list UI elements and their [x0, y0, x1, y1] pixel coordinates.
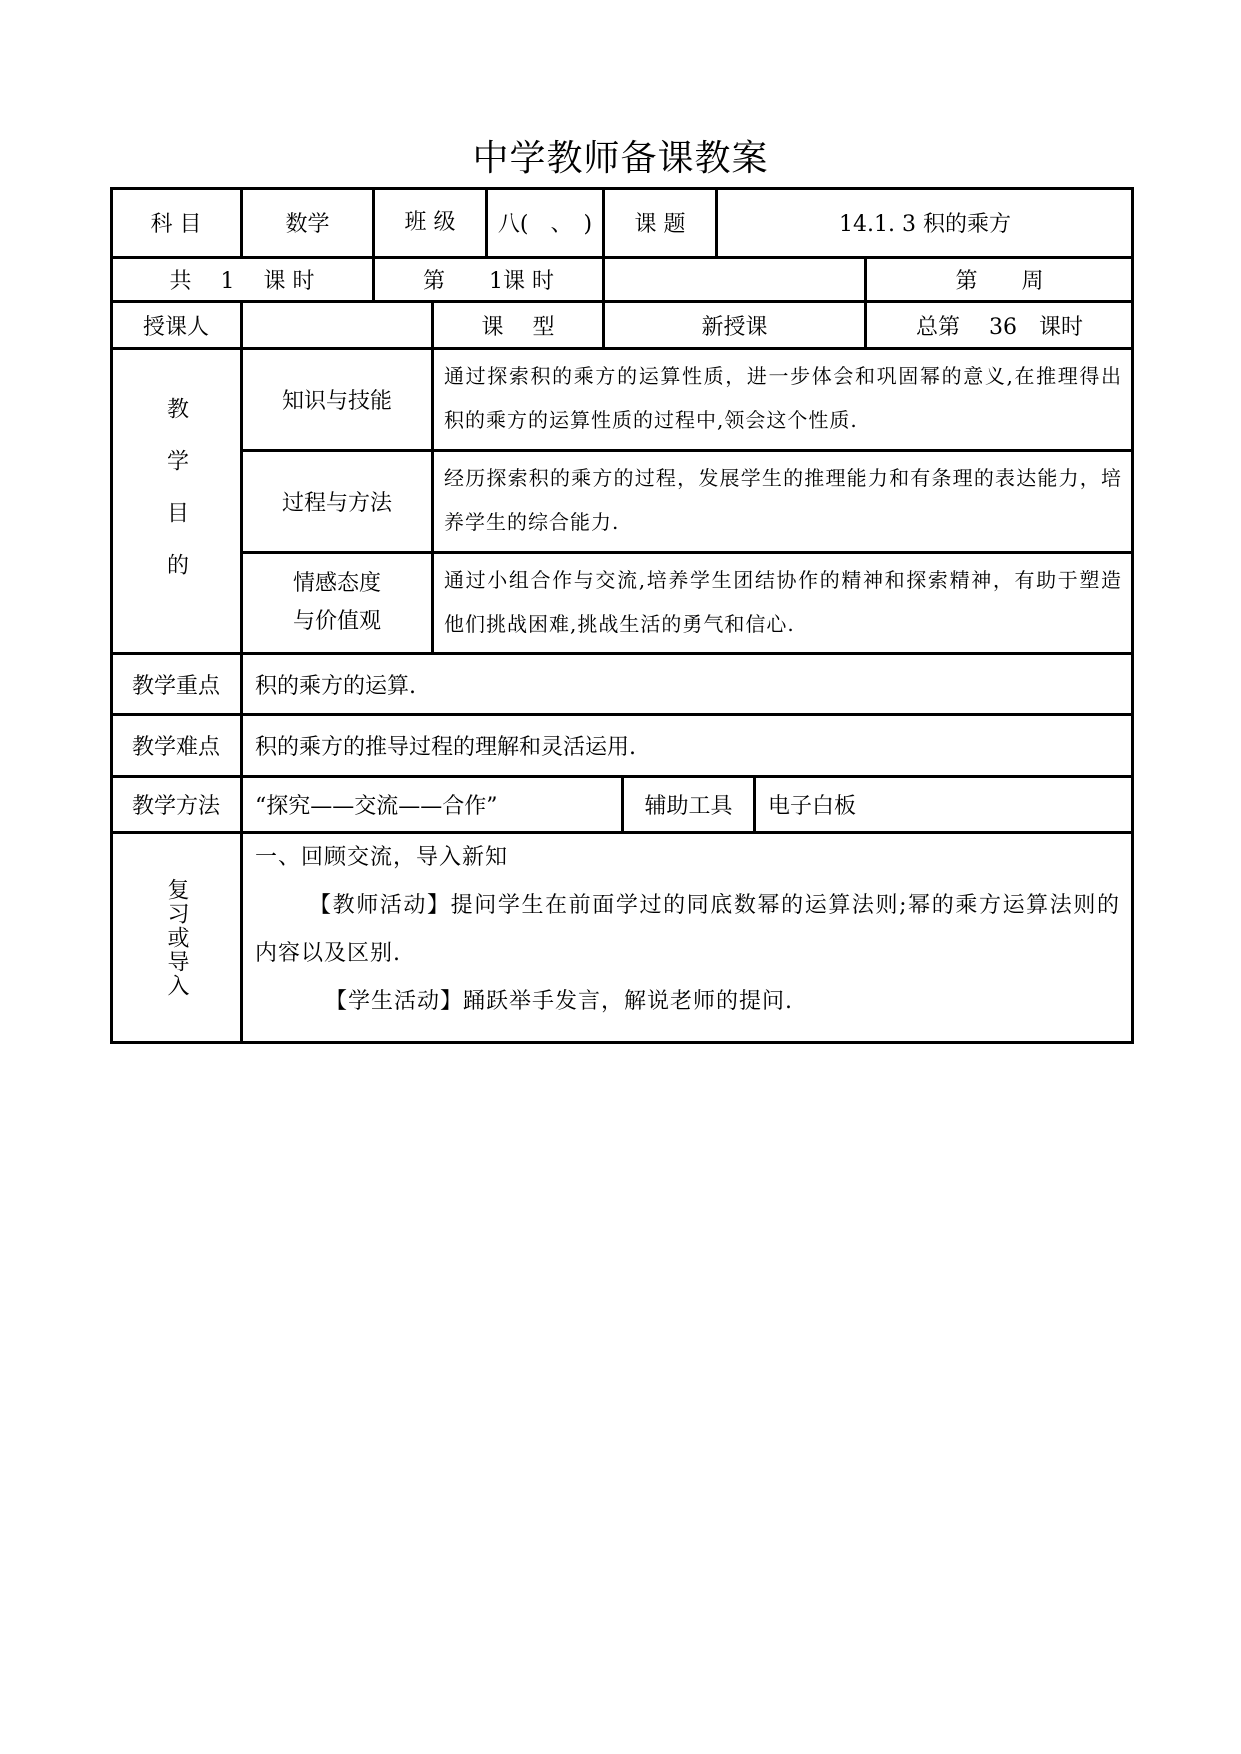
difficulty-text: 积的乘方的推导过程的理解和灵活运用. — [241, 714, 1134, 777]
review-content — [241, 832, 1134, 1044]
review-label: 复习或导入 — [164, 878, 189, 998]
blank-cell — [603, 257, 866, 302]
type-label: 课 型 — [432, 301, 604, 349]
student-activity: 【学生活动】踊跃举手发言，解说老师的提问. — [325, 989, 793, 1014]
teacher-value — [241, 301, 433, 349]
objective-knowledge-text: 通过探索积的乘方的运算性质，进一步体会和巩固幂的意义,在推理得出积的乘方的运算性质的过程中,领会这个性质. — [432, 348, 1134, 451]
total-lessons: 共 1 课 时 — [110, 257, 374, 302]
subject-label: 科 目 — [110, 187, 242, 258]
total-hours: 总第 36 课时 — [865, 301, 1134, 349]
type-value: 新授课 — [603, 301, 866, 349]
key-point-text: 积的乘方的运算. — [241, 653, 1134, 715]
objective-knowledge-label: 知识与技能 — [241, 348, 433, 451]
class-value: 八( 、 ) — [486, 187, 604, 258]
method-label: 教学方法 — [110, 776, 242, 833]
topic-label: 课 题 — [603, 187, 717, 258]
difficulty-label: 教学难点 — [110, 714, 242, 777]
subject-value: 数学 — [241, 187, 374, 258]
objective-attitude-text: 通过小组合作与交流,培养学生团结协作的精神和探索精神，有助于塑造他们挑战困难,挑战生活的勇气和信心. — [432, 552, 1134, 654]
topic-value: 14.1. 3 积的乘方 — [716, 187, 1134, 258]
lesson-number: 第 1课 时 — [373, 257, 604, 302]
teacher-label: 授课人 — [110, 301, 242, 349]
page-title: 中学教师备课教案 — [472, 138, 769, 179]
objectives-label-cell — [110, 348, 242, 654]
review-label-cell — [110, 832, 242, 1044]
objectives-label: 教学目的 — [163, 397, 189, 605]
objective-process-text: 经历探索积的乘方的过程，发展学生的推理能力和有条理的表达能力，培养学生的综合能力. — [432, 450, 1134, 553]
tool-label: 辅助工具 — [622, 776, 755, 833]
objective-attitude-label: 情感态度与价值观 — [241, 552, 433, 654]
week-cell: 第 周 — [865, 257, 1134, 302]
teacher-activity: 【教师活动】提问学生在前面学过的同底数幂的运算法则;幂的乘方运算法则的内容以及区别. — [255, 893, 1120, 966]
tool-value: 电子白板 — [754, 776, 1134, 833]
review-heading: 一、回顾交流，导入新知 — [255, 845, 509, 870]
objective-process-label: 过程与方法 — [241, 450, 433, 553]
method-text: “探究——交流——合作” — [241, 776, 623, 833]
key-point-label: 教学重点 — [110, 653, 242, 715]
class-label: 班 级 — [373, 187, 487, 258]
